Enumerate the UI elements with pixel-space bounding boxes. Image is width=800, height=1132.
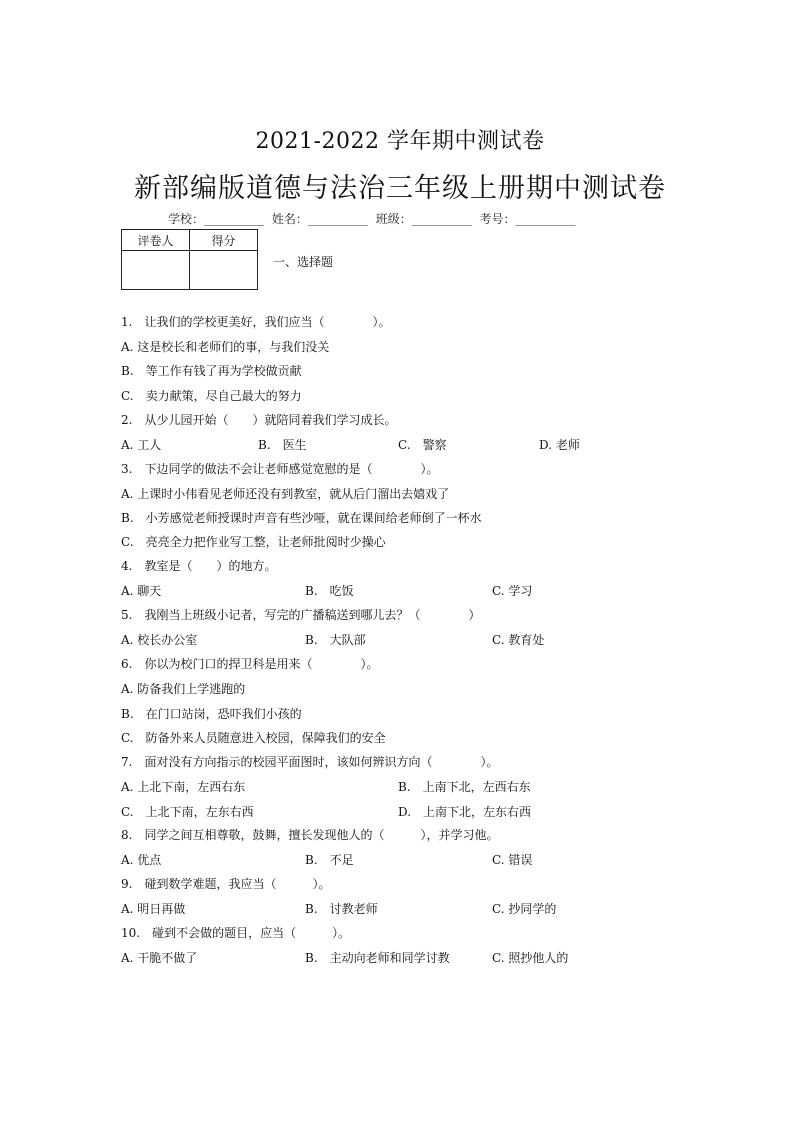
q1-option-b: B. 等工作有钱了再为学校做贡献 [121, 364, 302, 378]
grader-header: 评卷人 [122, 230, 190, 251]
question-8: 8. 同学之间互相尊敬，鼓舞，擅长发现他人的（ ），并学习他。 [121, 828, 499, 842]
question-3: 3. 下边同学的做法不会让老师感觉宽慰的是（ ）。 [121, 462, 439, 476]
score-header: 得分 [190, 230, 258, 251]
class-field: 班级：__________ [375, 212, 472, 226]
q6-option-c: C. 防备外来人员随意进入校园，保障我们的安全 [121, 731, 386, 745]
q8-option-a: A. 优点 [121, 853, 162, 867]
q9-option-c: C. 抄同学的 [492, 902, 557, 916]
q2-option-d: D. 老师 [539, 438, 580, 452]
q4-option-a: A. 聊天 [121, 584, 162, 598]
q8-option-b: B. 不足 [305, 853, 354, 867]
name-field: 姓名：__________ [271, 212, 368, 226]
score-cell [190, 251, 258, 290]
q3-option-c: C. 亮亮全力把作业写工整，让老师批阅时少操心 [121, 535, 386, 549]
q5-option-a: A. 校长办公室 [121, 633, 198, 647]
score-table [121, 229, 258, 290]
q10-option-a: A. 干脆不做了 [121, 951, 198, 965]
question-10: 10. 碰到不会做的题目，应当（ ）。 [121, 926, 351, 940]
question-9: 9. 碰到数学难题，我应当（ ）。 [121, 877, 331, 891]
q5-option-b: B. 大队部 [305, 633, 366, 647]
q4-option-b: B. 吃饭 [305, 584, 354, 598]
q7-option-b: B. 上南下北，左西右东 [398, 780, 531, 794]
q1-option-c: C. 卖力献策，尽自己最大的努力 [121, 389, 302, 403]
section-title: 一、选择题 [273, 255, 334, 269]
q7-option-d: D. 上南下北，左东右西 [398, 805, 532, 819]
question-5: 5. 我刚当上班级小记者，写完的广播稿送到哪儿去？（ ） [121, 608, 481, 622]
q6-option-b: B. 在门口站岗，恐吓我们小孩的 [121, 707, 302, 721]
q10-option-b: B. 主动向老师和同学讨教 [305, 951, 450, 965]
exam-subtitle: 新部编版道德与法治三年级上册期中测试卷 [134, 173, 666, 204]
q5-option-c: C. 教育处 [492, 633, 545, 647]
q3-option-a: A. 上课时小伟看见老师还没有到教室，就从后门溜出去嬉戏了 [121, 487, 450, 501]
question-4: 4. 教室是（ ）的地方。 [121, 559, 277, 573]
q2-option-c: C. 警察 [398, 438, 447, 452]
question-7: 7. 面对没有方向指示的校园平面图时，该如何辨识方向（ ）。 [121, 755, 499, 769]
q7-option-c: C. 上北下南，左东右西 [121, 805, 254, 819]
q2-option-a: A. 工人 [121, 438, 162, 452]
q3-option-b: B. 小芳感觉老师授课时声音有些沙哑，就在课间给老师倒了一杯水 [121, 511, 482, 525]
exam-number-field: 考号：__________ [479, 212, 576, 226]
q9-option-a: A. 明日再做 [121, 902, 186, 916]
school-field: 学校：__________ [168, 212, 265, 226]
q8-option-c: C. 错误 [492, 853, 533, 867]
grader-cell [122, 251, 190, 290]
q1-option-a: A. 这是校长和老师们的事，与我们没关 [121, 340, 330, 354]
question-1: 1. 让我们的学校更美好，我们应当（ ）。 [121, 315, 391, 329]
q10-option-c: C. 照抄他人的 [492, 951, 569, 965]
q4-option-c: C. 学习 [492, 584, 533, 598]
q6-option-a: A. 防备我们上学逃跑的 [121, 682, 246, 696]
question-2: 2. 从少儿园开始（ ）就陪同着我们学习成长。 [121, 413, 397, 427]
student-info-line [168, 210, 580, 227]
q9-option-b: B. 讨教老师 [305, 902, 378, 916]
question-6: 6. 你以为校门口的捍卫科是用来（ ）。 [121, 657, 379, 671]
q7-option-a: A. 上北下南，左西右东 [121, 780, 246, 794]
q2-option-b: B. 医生 [258, 438, 307, 452]
exam-year-title: 2021-2022 学年期中测试卷 [255, 129, 545, 154]
